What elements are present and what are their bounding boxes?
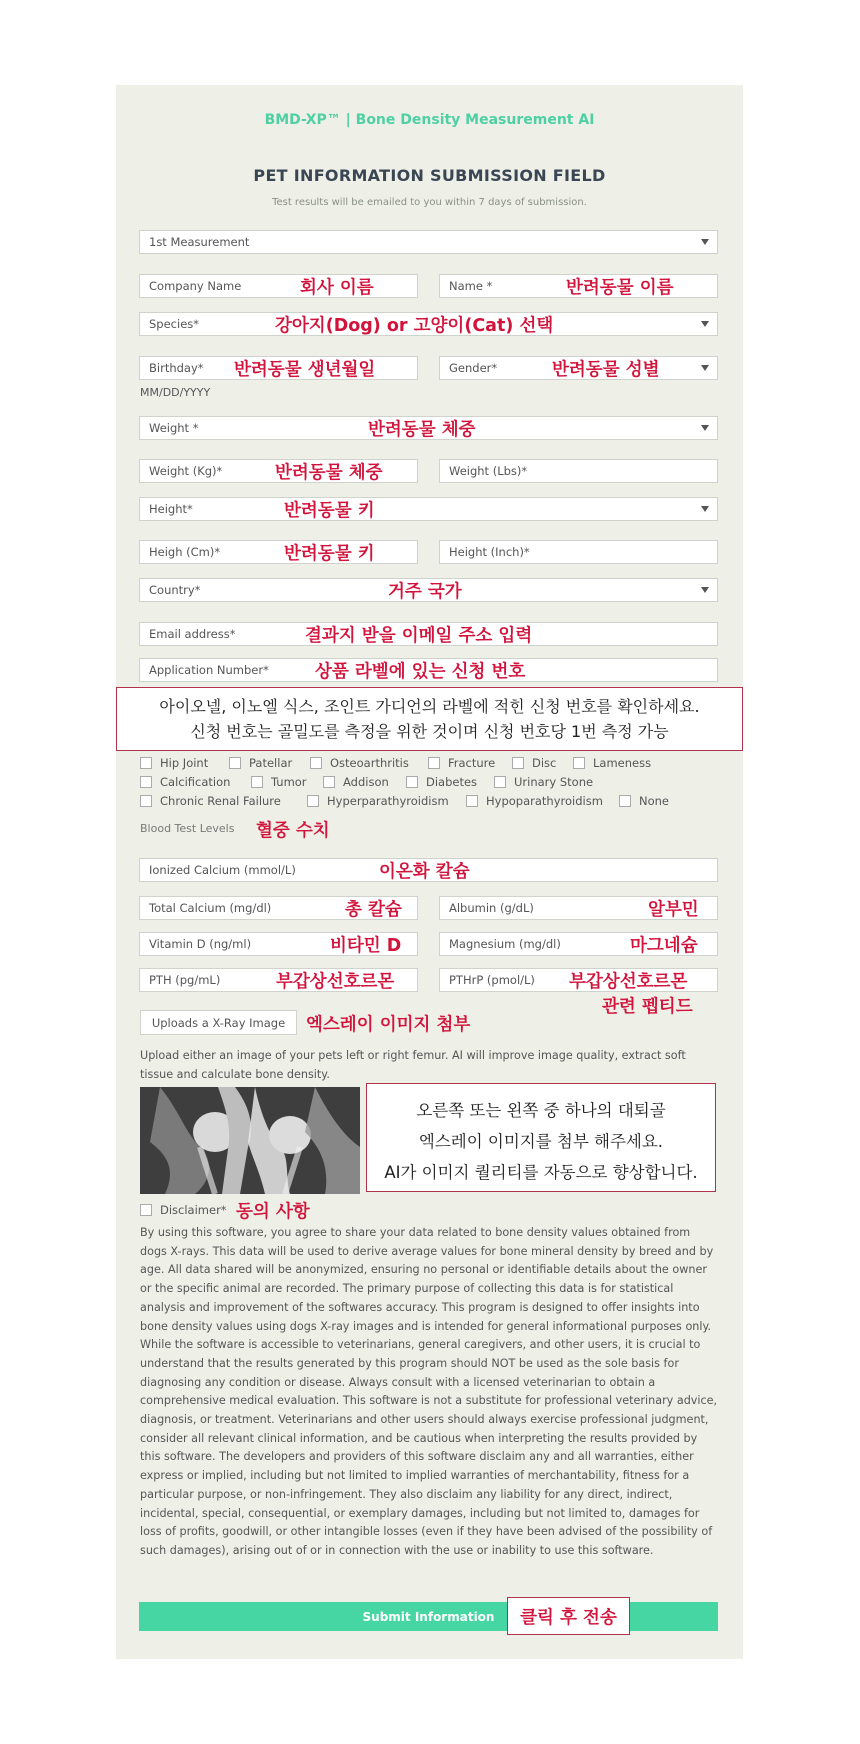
annotation-disclaimer: 동의 사항 — [236, 1202, 310, 1222]
chevron-down-icon — [701, 425, 709, 431]
xray-preview-image — [140, 1087, 360, 1194]
height-unit-select[interactable] — [139, 497, 718, 521]
annotation-submit: 클릭 후 전송 — [507, 1597, 630, 1635]
annotation-pthrp-line2: 관련 펩티드 — [602, 997, 693, 1017]
application-number-placeholder: Application Number* — [149, 663, 269, 677]
ionized-calcium-placeholder: Ionized Calcium (mmol/L) — [149, 863, 296, 877]
annotation-name: 반려동물 이름 — [566, 278, 674, 298]
checkbox-disc[interactable]: Disc — [512, 756, 556, 770]
annotation-pthrp-line1: 부갑상선호르몬 — [569, 972, 688, 992]
application-note-line2: 신청 번호는 골밀도를 측정을 위한 것이며 신청 번호당 1번 측정 가능 — [190, 722, 669, 741]
annotation-weight-unit: 반려동물 체중 — [368, 420, 476, 440]
checkbox-lameness[interactable]: Lameness — [573, 756, 651, 770]
xray-note-line2: 엑스레이 이미지를 첨부 해주세요. — [418, 1132, 664, 1151]
annotation-vitamin-d: 비타민 D — [330, 936, 402, 956]
blood-test-label: Blood Test Levels — [140, 822, 235, 835]
brand-title: BMD-XP™ | Bone Density Measurement AI — [264, 112, 595, 128]
gender-placeholder: Gender* — [449, 361, 498, 375]
species-placeholder: Species* — [149, 317, 200, 331]
annotation-upload: 엑스레이 이미지 첨부 — [306, 1015, 471, 1035]
checkbox-osteoarthritis[interactable]: Osteoarthritis — [310, 756, 409, 770]
chevron-down-icon — [701, 239, 709, 245]
height-inch-placeholder: Height (Inch)* — [449, 545, 530, 559]
checkbox-hip-joint[interactable]: Hip Joint — [140, 756, 208, 770]
application-note-line1: 아이오넬, 이노엘 식스, 조인트 가디언의 라벨에 적힌 신청 번호를 확인하세요. — [159, 697, 700, 716]
checkbox-chronic-renal-failure[interactable]: Chronic Renal Failure — [140, 794, 281, 808]
disclaimer-label: Disclaimer* — [160, 1203, 227, 1217]
annotation-albumin: 알부민 — [648, 900, 699, 920]
height-cm-placeholder: Heigh (Cm)* — [149, 545, 221, 559]
annotation-gender: 반려동물 성별 — [552, 360, 660, 380]
checkbox-fracture[interactable]: Fracture — [428, 756, 495, 770]
height-inch-input[interactable] — [439, 540, 718, 564]
chevron-down-icon — [701, 587, 709, 593]
country-placeholder: Country* — [149, 583, 201, 597]
weight-kg-placeholder: Weight (Kg)* — [149, 464, 223, 478]
annotation-birthday: 반려동물 생년월일 — [234, 360, 376, 380]
checkbox-tumor[interactable]: Tumor — [251, 775, 307, 789]
annotation-weight-kg: 반려동물 체중 — [275, 463, 383, 483]
total-calcium-placeholder: Total Calcium (mg/dl) — [149, 901, 272, 915]
annotation-pth: 부갑상선호르몬 — [276, 972, 395, 992]
page-subtitle: Test results will be emailed to you within 7 days of submission. — [272, 197, 587, 208]
checkbox-hypoparathyroidism[interactable]: Hypoparathyroidism — [466, 794, 603, 808]
checkbox-urinary-stone[interactable]: Urinary Stone — [494, 775, 593, 789]
name-placeholder: Name * — [449, 279, 493, 293]
height-unit-placeholder: Height* — [149, 502, 193, 516]
chevron-down-icon — [701, 506, 709, 512]
checkbox-none[interactable]: None — [619, 794, 669, 808]
annotation-species: 강아지(Dog) or 고양이(Cat) 선택 — [275, 316, 554, 336]
annotation-application-number: 상품 라벨에 있는 신청 번호 — [315, 662, 526, 682]
checkbox-hyperparathyroidism[interactable]: Hyperparathyroidism — [307, 794, 449, 808]
xray-note-line3: AI가 이미지 퀄리티를 자동으로 향상합니다. — [384, 1163, 698, 1182]
submit-button[interactable]: Submit Information — [139, 1602, 718, 1631]
weight-lbs-placeholder: Weight (Lbs)* — [449, 464, 528, 478]
checkbox-addison[interactable]: Addison — [323, 775, 389, 789]
annotation-height-unit: 반려동물 키 — [284, 501, 375, 521]
chevron-down-icon — [701, 365, 709, 371]
magnesium-placeholder: Magnesium (mg/dl) — [449, 937, 561, 951]
disclaimer-checkbox[interactable] — [140, 1203, 227, 1217]
disclaimer-text: By using this software, you agree to share your data related to bone density values obtained from dogs X-rays. This data will be used to derive average values for bone mineral density by breed and by age. All data shared will be anonymized, ensuring no personal or identifiable details about the owner or the specific animal are recorded. The primary purpose of collecting this data is for statistical analysis and improvement of the softwares accuracy. This program is designed to offer insights into bone density values using dogs X-ray images and is intended for general informational purposes only. While the software is accessible to veterinarians, general caregivers, and other users, it is crucial to understand that the results generated by this program should NOT be used as the sole basis for diagnosing any condition or disease. Always consult with a licensed veterinarian to obtain a comprehensive medical evaluation. This software is not a substitute for professional veterinary advice, diagnosis, or treatment. Veterinarians and other users should always exercise professional judgment, consider all relevant clinical information, and be cautious when interpreting the results provided by this software. The developers and providers of this software disclaim any and all warranties, either express or implied, including but not limited to implied warranties of merchantability, fitness for a particular purpose, or non-infringement. They also disclaim any liability for any direct, indirect, incidental, special, consequential, or exemplary damages, including but not limited to, damages for loss of profits, goodwill, or other intangible losses (even if they have been advised of the possibility of such damages), arising out of or in connection with the use or inability to use this software. — [140, 1226, 718, 1557]
checkbox-diabetes[interactable]: Diabetes — [406, 775, 477, 789]
upload-xray-button[interactable]: Uploads a X-Ray Image — [140, 1010, 297, 1035]
measurement-select[interactable] — [139, 230, 718, 254]
company-name-input[interactable] — [139, 274, 418, 298]
company-name-placeholder: Company Name — [149, 279, 242, 293]
annotation-email: 결과지 받을 이메일 주소 입력 — [305, 626, 533, 646]
checkbox-calcification[interactable]: Calcification — [140, 775, 230, 789]
annotation-company-name: 회사 이름 — [300, 278, 374, 298]
upload-description: Upload either an image of your pets left or right femur. AI will improve image quality, extract soft tissue and calculate bone density. — [140, 1049, 686, 1081]
page-title: PET INFORMATION SUBMISSION FIELD — [253, 166, 606, 185]
xray-note — [366, 1083, 716, 1192]
annotation-total-calcium: 총 칼슘 — [345, 900, 402, 920]
email-placeholder: Email address* — [149, 627, 236, 641]
annotation-blood-test: 혈중 수치 — [256, 821, 330, 841]
pthrp-placeholder: PTHrP (pmol/L) — [449, 973, 535, 987]
annotation-magnesium: 마그네슘 — [630, 936, 698, 956]
weight-unit-placeholder: Weight * — [149, 421, 199, 435]
weight-lbs-input[interactable] — [439, 459, 718, 483]
pth-placeholder: PTH (pg/mL) — [149, 973, 221, 987]
annotation-ionized-calcium: 이온화 칼슘 — [379, 862, 470, 882]
birthday-placeholder: Birthday* — [149, 361, 204, 375]
xray-note-line1: 오른쪽 또는 왼쪽 중 하나의 대퇴골 — [416, 1101, 666, 1120]
birthday-format-hint: MM/DD/YYYY — [140, 386, 211, 399]
annotation-height-cm: 반려동물 키 — [284, 544, 375, 564]
vitamin-d-placeholder: Vitamin D (ng/ml) — [149, 937, 252, 951]
height-cm-input[interactable] — [139, 540, 418, 564]
albumin-placeholder: Albumin (g/dL) — [449, 901, 534, 915]
checkbox-patellar[interactable]: Patellar — [229, 756, 292, 770]
annotation-country: 거주 국가 — [388, 582, 462, 602]
measurement-value: 1st Measurement — [149, 235, 250, 249]
chevron-down-icon — [701, 321, 709, 327]
application-number-note — [116, 687, 743, 751]
